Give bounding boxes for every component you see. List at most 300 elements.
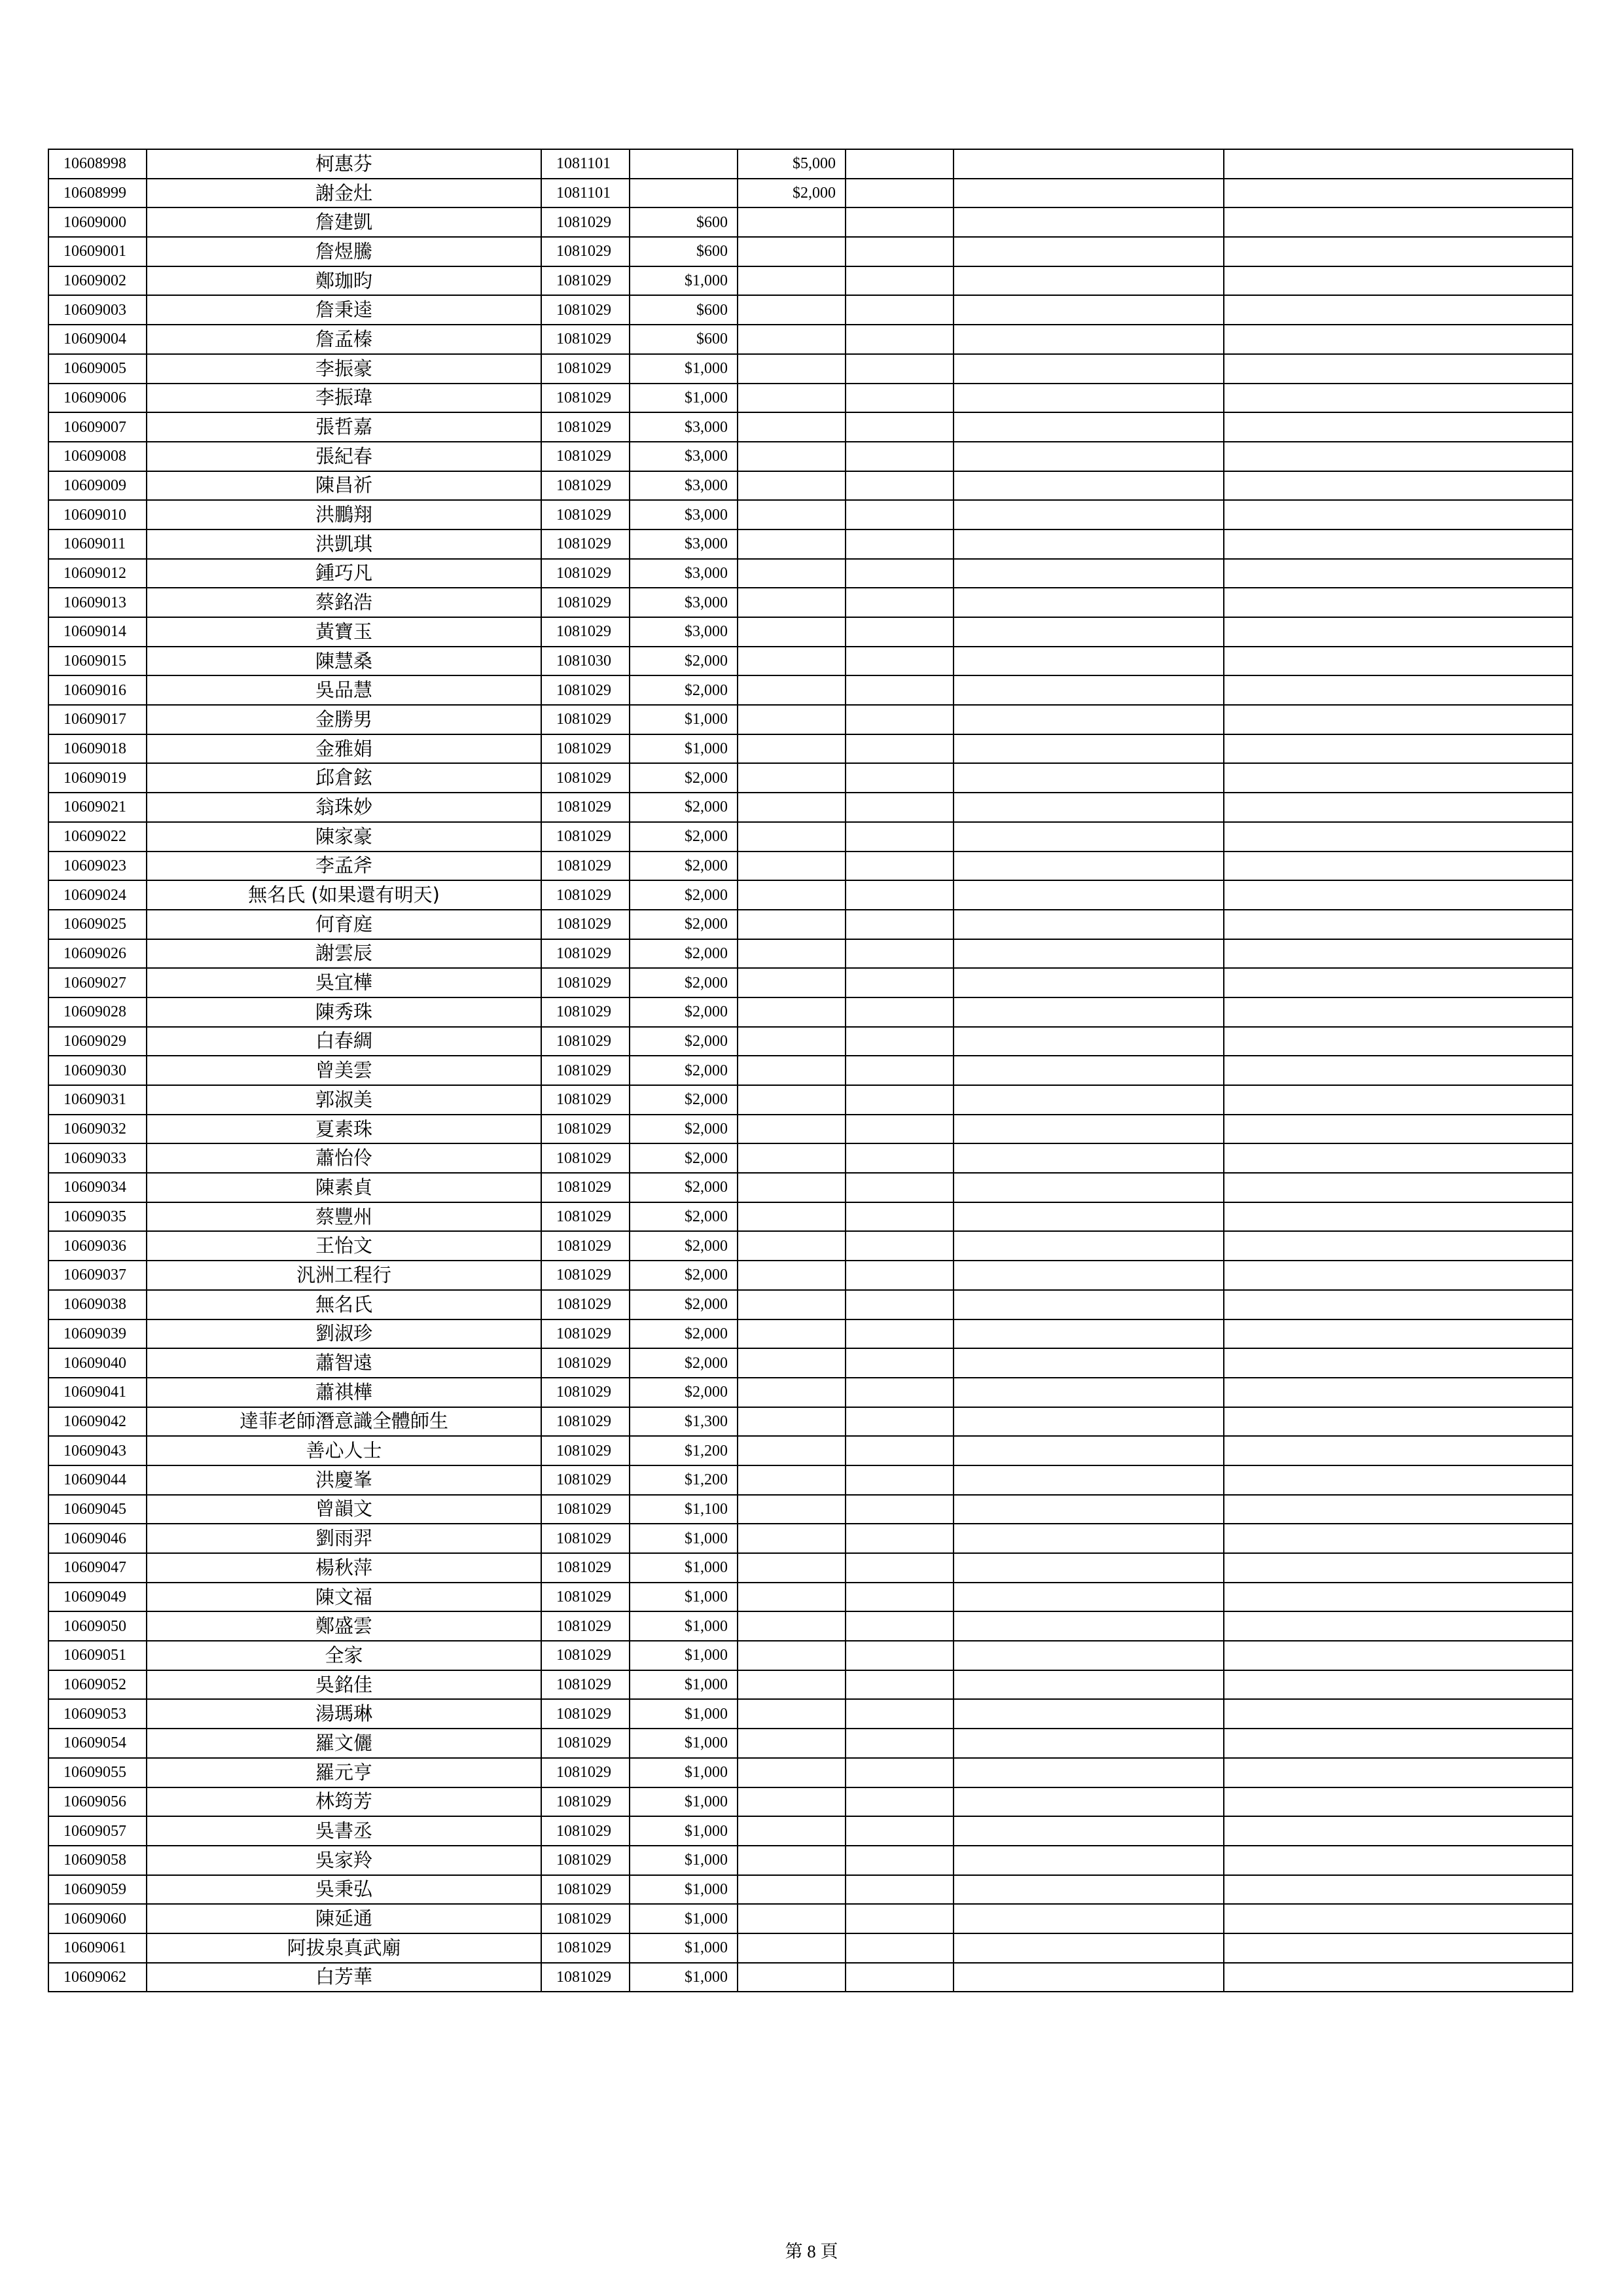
donor-name-cell: 黃寶玉	[147, 617, 541, 647]
empty-cell	[846, 647, 954, 676]
empty-cell	[846, 1611, 954, 1641]
empty-cell	[1224, 1085, 1573, 1115]
empty-cell	[846, 237, 954, 266]
receipt-number-cell: 10609041	[48, 1378, 147, 1407]
empty-cell	[846, 295, 954, 325]
date-cell: 1081029	[541, 1963, 630, 1992]
donor-name-cell: 陳文福	[147, 1583, 541, 1612]
date-cell: 1081029	[541, 968, 630, 997]
donor-name-cell: 白芳華	[147, 1963, 541, 1992]
receipt-number-cell: 10609014	[48, 617, 147, 647]
amount-cell: $2,000	[630, 1261, 738, 1290]
empty-cell	[846, 1202, 954, 1232]
empty-cell	[1224, 179, 1573, 208]
amount-cell-2	[738, 1319, 846, 1349]
empty-cell	[1224, 910, 1573, 939]
empty-cell	[954, 1143, 1224, 1173]
amount-cell-2	[738, 1758, 846, 1787]
amount-cell-2	[738, 1407, 846, 1437]
empty-cell	[846, 1583, 954, 1612]
empty-cell	[1224, 442, 1573, 471]
table-row	[48, 1173, 1573, 1202]
empty-cell	[846, 207, 954, 237]
amount-cell-2: $5,000	[738, 149, 846, 179]
amount-cell: $1,000	[630, 1729, 738, 1758]
table-row	[48, 1787, 1573, 1817]
empty-cell	[1224, 763, 1573, 793]
amount-cell: $3,000	[630, 559, 738, 588]
date-cell: 1081029	[541, 763, 630, 793]
receipt-number-cell: 10609015	[48, 647, 147, 676]
table-row	[48, 1290, 1573, 1319]
table-row	[48, 880, 1573, 910]
amount-cell: $2,000	[630, 968, 738, 997]
amount-cell-2	[738, 1290, 846, 1319]
empty-cell	[846, 910, 954, 939]
amount-cell: $2,000	[630, 1143, 738, 1173]
empty-cell	[846, 852, 954, 881]
empty-cell	[954, 852, 1224, 881]
receipt-number-cell: 10609044	[48, 1465, 147, 1495]
table-row	[48, 354, 1573, 384]
amount-cell: $2,000	[630, 763, 738, 793]
empty-cell	[954, 647, 1224, 676]
receipt-number-cell: 10609061	[48, 1933, 147, 1963]
empty-cell	[1224, 354, 1573, 384]
empty-cell	[954, 588, 1224, 617]
amount-cell: $2,000	[630, 1231, 738, 1261]
date-cell: 1081029	[541, 266, 630, 296]
table-row	[48, 1699, 1573, 1729]
donor-name-cell: 吳銘佳	[147, 1670, 541, 1700]
amount-cell-2	[738, 1729, 846, 1758]
date-cell: 1081029	[541, 471, 630, 501]
amount-cell-2	[738, 1641, 846, 1670]
empty-cell	[1224, 822, 1573, 852]
empty-cell	[846, 997, 954, 1027]
table-row	[48, 734, 1573, 764]
empty-cell	[1224, 1378, 1573, 1407]
donor-name-cell: 汎洲工程行	[147, 1261, 541, 1290]
donor-name-cell: 陳延通	[147, 1904, 541, 1933]
receipt-number-cell: 10609052	[48, 1670, 147, 1700]
empty-cell	[846, 1495, 954, 1524]
receipt-number-cell: 10608998	[48, 149, 147, 179]
amount-cell: $600	[630, 325, 738, 354]
date-cell: 1081029	[541, 1319, 630, 1349]
donor-name-cell: 吳宜樺	[147, 968, 541, 997]
empty-cell	[954, 1875, 1224, 1905]
date-cell: 1081029	[541, 1846, 630, 1875]
amount-cell-2	[738, 1143, 846, 1173]
empty-cell	[846, 1115, 954, 1144]
donation-ledger-table	[48, 149, 1573, 1992]
amount-cell-2	[738, 207, 846, 237]
receipt-number-cell: 10609018	[48, 734, 147, 764]
receipt-number-cell: 10609003	[48, 295, 147, 325]
receipt-number-cell: 10609034	[48, 1173, 147, 1202]
date-cell: 1081029	[541, 1115, 630, 1144]
date-cell: 1081029	[541, 734, 630, 764]
empty-cell	[1224, 1846, 1573, 1875]
donor-name-cell: 劉雨羿	[147, 1524, 541, 1553]
amount-cell-2	[738, 1027, 846, 1056]
date-cell: 1081029	[541, 1056, 630, 1085]
empty-cell	[846, 1846, 954, 1875]
table-row	[48, 471, 1573, 501]
table-row	[48, 1758, 1573, 1787]
receipt-number-cell: 10609055	[48, 1758, 147, 1787]
amount-cell-2	[738, 500, 846, 529]
empty-cell	[954, 1670, 1224, 1700]
empty-cell	[1224, 1056, 1573, 1085]
donor-name-cell: 洪鵬翔	[147, 500, 541, 529]
donor-name-cell: 夏素珠	[147, 1115, 541, 1144]
donor-name-cell: 湯瑪琳	[147, 1699, 541, 1729]
empty-cell	[954, 1904, 1224, 1933]
receipt-number-cell: 10609029	[48, 1027, 147, 1056]
receipt-number-cell: 10609007	[48, 412, 147, 442]
empty-cell	[846, 1758, 954, 1787]
donor-name-cell: 曾美雲	[147, 1056, 541, 1085]
donor-name-cell: 蔡銘浩	[147, 588, 541, 617]
amount-cell-2: $2,000	[738, 179, 846, 208]
receipt-number-cell: 10609002	[48, 266, 147, 296]
amount-cell: $2,000	[630, 1378, 738, 1407]
empty-cell	[1224, 237, 1573, 266]
empty-cell	[846, 412, 954, 442]
empty-cell	[846, 1699, 954, 1729]
empty-cell	[846, 1261, 954, 1290]
amount-cell: $1,300	[630, 1407, 738, 1437]
amount-cell: $1,000	[630, 266, 738, 296]
empty-cell	[1224, 149, 1573, 179]
table-row	[48, 997, 1573, 1027]
empty-cell	[954, 1816, 1224, 1846]
amount-cell: $2,000	[630, 852, 738, 881]
empty-cell	[1224, 1670, 1573, 1700]
empty-cell	[954, 1436, 1224, 1465]
amount-cell-2	[738, 412, 846, 442]
amount-cell-2	[738, 471, 846, 501]
empty-cell	[954, 880, 1224, 910]
amount-cell-2	[738, 1904, 846, 1933]
empty-cell	[954, 559, 1224, 588]
empty-cell	[846, 675, 954, 705]
amount-cell: $3,000	[630, 471, 738, 501]
amount-cell: $1,000	[630, 1758, 738, 1787]
empty-cell	[954, 1933, 1224, 1963]
amount-cell: $1,000	[630, 1846, 738, 1875]
empty-cell	[954, 1641, 1224, 1670]
amount-cell-2	[738, 617, 846, 647]
donor-name-cell: 羅元亨	[147, 1758, 541, 1787]
receipt-number-cell: 10609045	[48, 1495, 147, 1524]
amount-cell-2	[738, 1115, 846, 1144]
empty-cell	[1224, 1202, 1573, 1232]
empty-cell	[1224, 675, 1573, 705]
donor-name-cell: 鄭盛雲	[147, 1611, 541, 1641]
empty-cell	[954, 1202, 1224, 1232]
amount-cell-2	[738, 822, 846, 852]
empty-cell	[954, 1495, 1224, 1524]
empty-cell	[1224, 1904, 1573, 1933]
date-cell: 1081029	[541, 1085, 630, 1115]
empty-cell	[1224, 968, 1573, 997]
donor-name-cell: 羅文儷	[147, 1729, 541, 1758]
table-row	[48, 1231, 1573, 1261]
amount-cell: $1,000	[630, 1963, 738, 1992]
receipt-number-cell: 10609038	[48, 1290, 147, 1319]
donor-name-cell: 陳秀珠	[147, 997, 541, 1027]
empty-cell	[846, 1963, 954, 1992]
donor-name-cell: 林筠芳	[147, 1787, 541, 1817]
table-row	[48, 1202, 1573, 1232]
donor-name-cell: 謝雲辰	[147, 939, 541, 969]
empty-cell	[846, 1641, 954, 1670]
receipt-number-cell: 10609008	[48, 442, 147, 471]
empty-cell	[954, 822, 1224, 852]
receipt-number-cell: 10609033	[48, 1143, 147, 1173]
table-row	[48, 1056, 1573, 1085]
empty-cell	[954, 617, 1224, 647]
amount-cell-2	[738, 1056, 846, 1085]
donor-name-cell: 蕭智遠	[147, 1348, 541, 1378]
empty-cell	[846, 179, 954, 208]
date-cell: 1081029	[541, 1611, 630, 1641]
table-row	[48, 384, 1573, 413]
amount-cell-2	[738, 647, 846, 676]
receipt-number-cell: 10609036	[48, 1231, 147, 1261]
receipt-number-cell: 10609019	[48, 763, 147, 793]
table-row	[48, 822, 1573, 852]
table-row	[48, 325, 1573, 354]
receipt-number-cell: 10609027	[48, 968, 147, 997]
empty-cell	[954, 1231, 1224, 1261]
empty-cell	[954, 1787, 1224, 1817]
receipt-number-cell: 10609040	[48, 1348, 147, 1378]
empty-cell	[1224, 1641, 1573, 1670]
donor-name-cell: 陳慧桑	[147, 647, 541, 676]
empty-cell	[1224, 1816, 1573, 1846]
empty-cell	[1224, 266, 1573, 296]
receipt-number-cell: 10609024	[48, 880, 147, 910]
empty-cell	[1224, 1553, 1573, 1583]
empty-cell	[954, 1699, 1224, 1729]
empty-cell	[1224, 1290, 1573, 1319]
table-row	[48, 1261, 1573, 1290]
table-row	[48, 1583, 1573, 1612]
table-row	[48, 1348, 1573, 1378]
empty-cell	[846, 149, 954, 179]
date-cell: 1081029	[541, 705, 630, 734]
amount-cell-2	[738, 1699, 846, 1729]
donor-name-cell: 阿拔泉真武廟	[147, 1933, 541, 1963]
empty-cell	[1224, 1348, 1573, 1378]
table-row	[48, 1319, 1573, 1349]
table-row	[48, 1465, 1573, 1495]
receipt-number-cell: 10609006	[48, 384, 147, 413]
table-row	[48, 1553, 1573, 1583]
date-cell: 1081029	[541, 617, 630, 647]
amount-cell: $1,000	[630, 1641, 738, 1670]
amount-cell	[630, 179, 738, 208]
amount-cell-2	[738, 1173, 846, 1202]
receipt-number-cell: 10609021	[48, 793, 147, 822]
empty-cell	[954, 412, 1224, 442]
amount-cell-2	[738, 1875, 846, 1905]
date-cell: 1081029	[541, 354, 630, 384]
table-row	[48, 588, 1573, 617]
table-row	[48, 1143, 1573, 1173]
donor-name-cell: 蔡豐州	[147, 1202, 541, 1232]
empty-cell	[954, 1963, 1224, 1992]
table-row	[48, 1963, 1573, 1992]
date-cell: 1081029	[541, 1495, 630, 1524]
donor-name-cell: 無名氏 (如果還有明天)	[147, 880, 541, 910]
empty-cell	[846, 617, 954, 647]
amount-cell: $1,200	[630, 1465, 738, 1495]
amount-cell: $1,000	[630, 354, 738, 384]
empty-cell	[954, 675, 1224, 705]
empty-cell	[846, 1787, 954, 1817]
empty-cell	[1224, 588, 1573, 617]
empty-cell	[954, 237, 1224, 266]
empty-cell	[1224, 1319, 1573, 1349]
table-row	[48, 763, 1573, 793]
date-cell: 1081029	[541, 852, 630, 881]
date-cell: 1081029	[541, 910, 630, 939]
page-number: 第 8 頁	[785, 2242, 838, 2261]
empty-cell	[1224, 295, 1573, 325]
amount-cell-2	[738, 705, 846, 734]
amount-cell: $2,000	[630, 910, 738, 939]
empty-cell	[846, 471, 954, 501]
receipt-number-cell: 10609056	[48, 1787, 147, 1817]
receipt-number-cell: 10609010	[48, 500, 147, 529]
empty-cell	[846, 1553, 954, 1583]
amount-cell-2	[738, 588, 846, 617]
date-cell: 1081029	[541, 1231, 630, 1261]
amount-cell-2	[738, 793, 846, 822]
date-cell: 1081029	[541, 1904, 630, 1933]
receipt-number-cell: 10609057	[48, 1816, 147, 1846]
amount-cell-2	[738, 997, 846, 1027]
empty-cell	[1224, 1231, 1573, 1261]
table-row	[48, 1436, 1573, 1465]
empty-cell	[846, 384, 954, 413]
donor-name-cell: 郭淑美	[147, 1085, 541, 1115]
date-cell: 1081029	[541, 295, 630, 325]
empty-cell	[846, 266, 954, 296]
empty-cell	[954, 529, 1224, 559]
receipt-number-cell: 10609017	[48, 705, 147, 734]
amount-cell-2	[738, 354, 846, 384]
empty-cell	[1224, 1465, 1573, 1495]
amount-cell: $3,000	[630, 442, 738, 471]
empty-cell	[846, 1524, 954, 1553]
amount-cell-2	[738, 559, 846, 588]
empty-cell	[954, 1378, 1224, 1407]
empty-cell	[1224, 1729, 1573, 1758]
empty-cell	[954, 207, 1224, 237]
amount-cell: $2,000	[630, 939, 738, 969]
amount-cell-2	[738, 237, 846, 266]
table-row	[48, 412, 1573, 442]
receipt-number-cell: 10609039	[48, 1319, 147, 1349]
table-row	[48, 529, 1573, 559]
table-row	[48, 939, 1573, 969]
empty-cell	[954, 295, 1224, 325]
date-cell: 1081029	[541, 1202, 630, 1232]
empty-cell	[954, 1465, 1224, 1495]
empty-cell	[1224, 1143, 1573, 1173]
empty-cell	[846, 763, 954, 793]
amount-cell: $1,000	[630, 1583, 738, 1612]
empty-cell	[846, 1173, 954, 1202]
table-row	[48, 1027, 1573, 1056]
donor-name-cell: 曾韻文	[147, 1495, 541, 1524]
empty-cell	[954, 325, 1224, 354]
amount-cell: $1,000	[630, 1787, 738, 1817]
amount-cell: $2,000	[630, 1202, 738, 1232]
empty-cell	[954, 910, 1224, 939]
empty-cell	[954, 149, 1224, 179]
table-row	[48, 793, 1573, 822]
donor-name-cell: 金雅娟	[147, 734, 541, 764]
empty-cell	[1224, 1524, 1573, 1553]
amount-cell: $1,000	[630, 1904, 738, 1933]
table-row	[48, 852, 1573, 881]
amount-cell-2	[738, 1465, 846, 1495]
empty-cell	[846, 1143, 954, 1173]
amount-cell: $2,000	[630, 675, 738, 705]
date-cell: 1081029	[541, 325, 630, 354]
ledger-body	[48, 149, 1573, 1992]
table-row	[48, 910, 1573, 939]
donor-name-cell: 陳家豪	[147, 822, 541, 852]
date-cell: 1081029	[541, 675, 630, 705]
empty-cell	[954, 1524, 1224, 1553]
date-cell: 1081029	[541, 822, 630, 852]
empty-cell	[1224, 1495, 1573, 1524]
donor-name-cell: 劉淑珍	[147, 1319, 541, 1349]
empty-cell	[846, 1729, 954, 1758]
amount-cell-2	[738, 529, 846, 559]
receipt-number-cell: 10609050	[48, 1611, 147, 1641]
date-cell: 1081029	[541, 237, 630, 266]
empty-cell	[846, 442, 954, 471]
date-cell: 1081029	[541, 1027, 630, 1056]
receipt-number-cell: 10609037	[48, 1261, 147, 1290]
donor-name-cell: 翁珠妙	[147, 793, 541, 822]
empty-cell	[954, 1407, 1224, 1437]
table-row	[48, 1670, 1573, 1700]
amount-cell-2	[738, 1261, 846, 1290]
empty-cell	[1224, 1933, 1573, 1963]
donor-name-cell: 邱倉鉉	[147, 763, 541, 793]
empty-cell	[954, 939, 1224, 969]
table-row	[48, 1115, 1573, 1144]
receipt-number-cell: 10609042	[48, 1407, 147, 1437]
empty-cell	[846, 1436, 954, 1465]
amount-cell-2	[738, 939, 846, 969]
donor-name-cell: 詹孟榛	[147, 325, 541, 354]
empty-cell	[954, 1056, 1224, 1085]
amount-cell: $1,000	[630, 1699, 738, 1729]
amount-cell-2	[738, 852, 846, 881]
amount-cell: $3,000	[630, 412, 738, 442]
